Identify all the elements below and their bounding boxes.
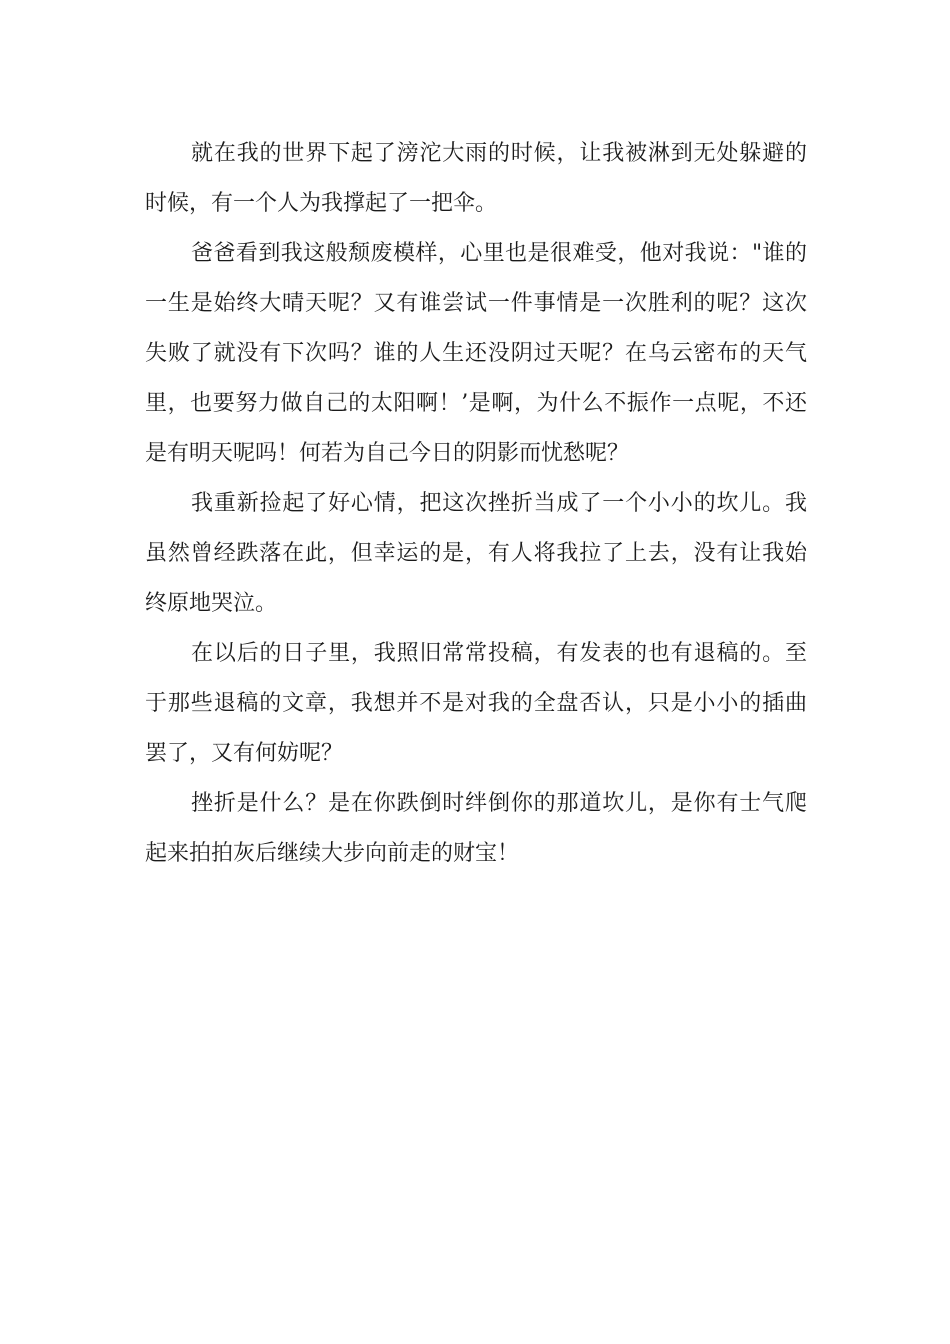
paragraph-line: 挫折是什么？是在你跌倒时绊倒你的那道坎儿，是你有士气爬	[191, 791, 807, 816]
paragraph-line: 罢了，又有何妨呢？	[145, 741, 344, 766]
paragraph-line: 在以后的日子里，我照旧常常投稿，有发表的也有退稿的。至	[191, 641, 807, 666]
paragraph-line: 起来拍拍灰后继续大步向前走的财宝！	[145, 841, 520, 866]
paragraph-line: 失败了就没有下次吗？谁的人生还没阴过天呢？在乌云密布的天气	[145, 341, 807, 366]
paragraph-line: 里，也要努力做自己的太阳啊！’是啊，为什么不振作一点呢，不还	[145, 391, 807, 416]
paragraph-line: 一生是始终大晴天呢？又有谁尝试一件事情是一次胜利的呢？这次	[145, 291, 807, 316]
paragraph-4	[145, 629, 807, 779]
paragraph-line: 我重新捡起了好心情，把这次挫折当成了一个小小的坎儿。我	[191, 491, 807, 516]
paragraph-5	[145, 779, 807, 879]
paragraph-line: 虽然曾经跌落在此，但幸运的是，有人将我拉了上去，没有让我始	[145, 541, 807, 566]
paragraph-line: 终原地哭泣。	[145, 591, 278, 616]
paragraph-line: 就在我的世界下起了滂沱大雨的时候，让我被淋到无处躲避的	[191, 141, 807, 166]
paragraph-line: 时候，有一个人为我撑起了一把伞。	[145, 191, 498, 216]
paragraph-2	[145, 229, 807, 479]
paragraph-1	[145, 129, 807, 229]
paragraph-line: 爸爸看到我这般颓废模样，心里也是很难受，他对我说："谁的	[191, 241, 807, 266]
paragraph-line: 于那些退稿的文章，我想并不是对我的全盘否认，只是小小的插曲	[145, 691, 807, 716]
essay-body	[145, 129, 807, 879]
paragraph-line: 是有明天呢吗！何若为自己今日的阴影而忧愁呢？	[145, 441, 630, 466]
paragraph-3	[145, 479, 807, 629]
